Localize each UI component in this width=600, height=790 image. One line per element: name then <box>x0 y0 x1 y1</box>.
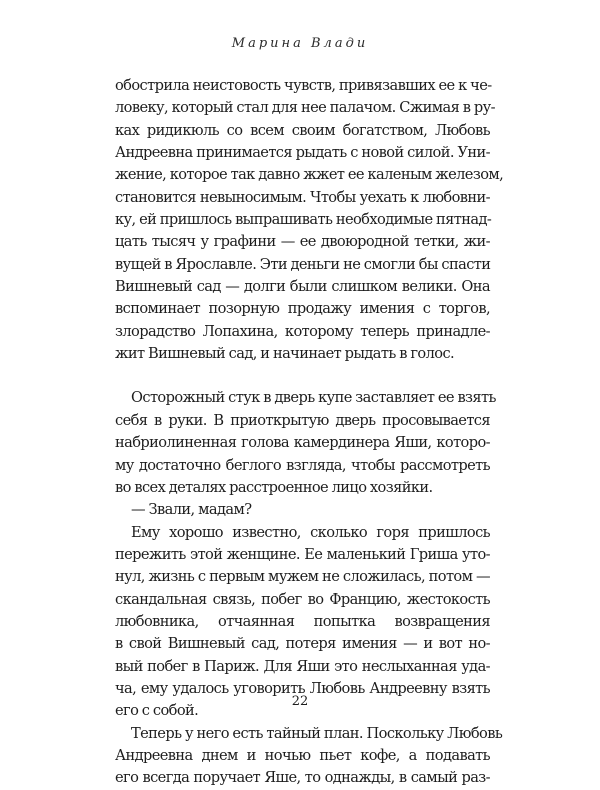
text-line: ча, ему удалось уговорить Любовь Андреевну взять <box>115 679 490 697</box>
text-line: вый побег в Париж. Для Яши это неслыханная уда- <box>115 657 490 675</box>
text-line: его с собой. <box>115 702 199 720</box>
text-line: ловеку, который стал для нее палачом. Сжимая в ру- <box>115 99 495 117</box>
text-line: цать тысяч у графини — ее двоюродной тетки, жи- <box>115 233 490 251</box>
paragraph <box>115 75 504 365</box>
text-line: набриолиненная голова камердинера Яши, которо- <box>115 434 490 452</box>
text-line: во всех деталях расстроенное лицо хозяйки. <box>115 478 433 496</box>
paragraph <box>115 723 503 790</box>
text-line: его всегда поручает Яше, то однажды, в самый раз- <box>115 769 490 787</box>
paragraph <box>115 387 496 499</box>
text-line: жит Вишневый сад, и начинает рыдать в голос. <box>115 345 455 363</box>
text-line: становится невыносимым. Чтобы уехать к любовни- <box>115 188 490 206</box>
text-line: ку, ей пришлось выпрашивать необходимые пятнад- <box>115 211 492 229</box>
text-line: скандальная связь, побег во Францию, жестокость <box>115 590 490 608</box>
text-line: Теперь у него есть тайный план. Поскольку Любовь <box>131 724 503 742</box>
text-line: жение, которое так давно жжет ее каленым железом, <box>115 166 504 184</box>
text-line: Андреевна принимается рыдать с новой силой. Уни- <box>115 144 490 162</box>
text-line: любовника, отчаянная попытка возвращения <box>115 612 490 630</box>
text-line: Ему хорошо известно, сколько горя пришлось <box>131 523 490 541</box>
text-line: себя в руки. В приоткрытую дверь просовывается <box>115 411 490 429</box>
paragraph <box>115 522 490 723</box>
text-line: обострила неистовость чувств, привязавших ее к че- <box>115 77 492 94</box>
paragraph <box>115 499 490 521</box>
text-line: му достаточно беглого взгляда, чтобы рассмотреть <box>115 456 490 474</box>
running-header: Марина Влади <box>231 36 369 51</box>
body-text <box>115 75 504 790</box>
text-line: вущей в Ярославле. Эти деньги не смогли бы спасти <box>115 255 491 273</box>
text-line: злорадство Лопахина, которому теперь принадле- <box>115 322 490 340</box>
text-line: Осторожный стук в дверь купе заставляет ее взять <box>131 389 496 407</box>
text-line: в свой Вишневый сад, потеря имения — и вот но- <box>115 635 490 653</box>
page-number: 22 <box>291 694 309 709</box>
text-line: — Звали, мадам? <box>131 501 252 519</box>
text-line: пережить этой женщине. Ее маленький Гриша уто- <box>115 545 490 563</box>
text-line: Вишневый сад — долги были слишком велики. Она <box>115 278 490 296</box>
text-line: нул, жизнь с первым мужем не сложилась, потом — <box>115 568 490 586</box>
text-line: Андреевна днем и ночью пьет кофе, а подавать <box>115 746 490 764</box>
text-line: ках ридикюль со всем своим богатством, Любовь <box>115 121 490 139</box>
text-line: вспоминает позорную продажу имения с торгов, <box>115 300 490 318</box>
